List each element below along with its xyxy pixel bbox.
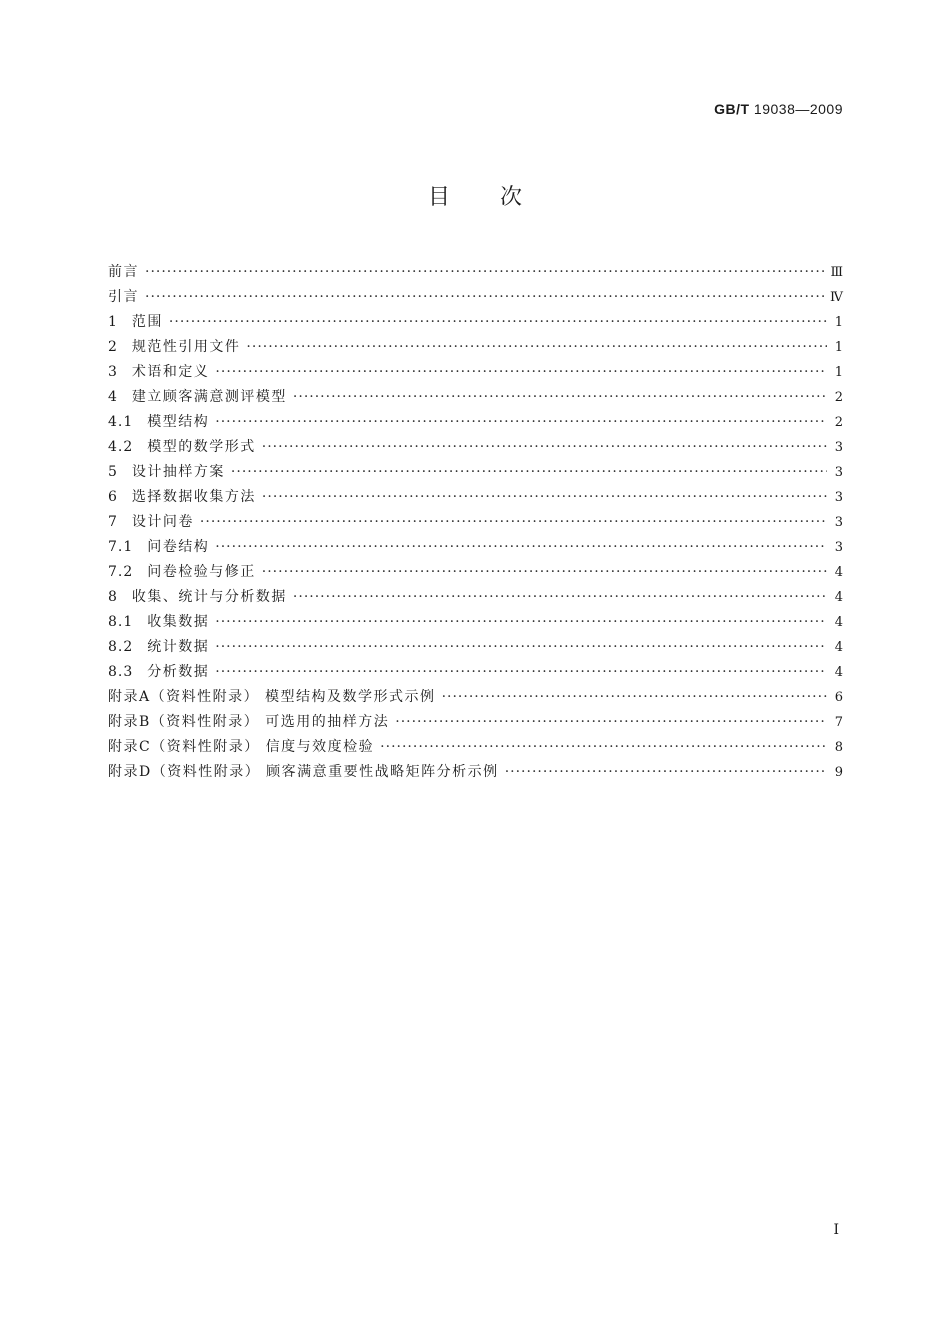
toc-entry[interactable] (108, 760, 843, 785)
toc-entry-page: 1 (834, 315, 843, 330)
toc-dot-leader (505, 760, 827, 785)
table-of-contents (108, 260, 843, 785)
standard-code (714, 101, 843, 117)
toc-entry-page: 3 (834, 465, 843, 480)
toc-entry-label: 问卷结构 (147, 539, 210, 555)
toc-entry[interactable] (108, 585, 843, 610)
toc-entry-label: 收集、统计与分析数据 (131, 589, 287, 605)
toc-entry-label: 前言 (108, 264, 139, 280)
toc-dot-leader (169, 310, 827, 335)
toc-entry-number: 6 (108, 489, 118, 505)
toc-dot-leader (145, 285, 824, 310)
toc-entry-number: 4.1 (108, 414, 134, 430)
toc-entry-page: 4 (834, 640, 843, 655)
toc-entry[interactable] (108, 660, 843, 685)
toc-entry-label: 规范性引用文件 (131, 339, 241, 355)
toc-dot-leader (215, 410, 827, 435)
toc-dot-leader (262, 485, 827, 510)
toc-dot-leader (145, 260, 824, 285)
toc-entry-label: 模型结构 (147, 414, 210, 430)
toc-entry-number: 4.2 (108, 439, 134, 455)
toc-entry[interactable] (108, 460, 843, 485)
toc-entry-page: 4 (834, 615, 843, 630)
toc-dot-leader (293, 385, 827, 410)
toc-dot-leader (246, 335, 827, 360)
toc-dot-leader (215, 360, 827, 385)
toc-entry[interactable] (108, 385, 843, 410)
toc-dot-leader (200, 510, 827, 535)
toc-entry-number: 8.1 (108, 614, 134, 630)
toc-dot-leader (215, 610, 827, 635)
toc-entry-label: 术语和定义 (131, 364, 210, 380)
standard-prefix: GB/T (714, 101, 750, 117)
toc-entry[interactable] (108, 535, 843, 560)
toc-entry-number: 2 (108, 339, 118, 355)
toc-entry-label: 附录B（资料性附录） 可选用的抽样方法 (108, 714, 390, 730)
toc-entry-page: 2 (834, 390, 843, 405)
toc-entry-page: 2 (834, 415, 843, 430)
toc-dot-leader (380, 735, 827, 760)
toc-dot-leader (293, 585, 827, 610)
standard-number: 19038—2009 (753, 101, 843, 117)
toc-entry-page: 6 (834, 690, 843, 705)
toc-entry-page: 1 (834, 365, 843, 380)
toc-entry-page: 1 (834, 340, 843, 355)
toc-entry-number: 7 (108, 514, 118, 530)
toc-entry-number: 1 (108, 314, 118, 330)
toc-entry-label: 分析数据 (147, 664, 210, 680)
toc-entry-label: 附录C（资料性附录） 信度与效度检验 (108, 739, 375, 755)
toc-entry-page: 7 (834, 715, 843, 730)
toc-dot-leader (215, 635, 827, 660)
toc-entry-label: 建立顾客满意测评模型 (131, 389, 287, 405)
toc-entry-number: 4 (108, 389, 118, 405)
toc-entry-page: Ⅳ (830, 290, 843, 305)
toc-entry-label: 附录D（资料性附录） 顾客满意重要性战略矩阵分析示例 (108, 764, 499, 780)
toc-entry[interactable] (108, 310, 843, 335)
toc-entry[interactable] (108, 560, 843, 585)
toc-entry-number: 8 (108, 589, 118, 605)
toc-entry-page: 9 (834, 765, 843, 780)
toc-dot-leader (231, 460, 827, 485)
toc-entry-page: 4 (834, 565, 843, 580)
toc-entry[interactable] (108, 635, 843, 660)
toc-entry-label: 设计抽样方案 (131, 464, 225, 480)
toc-entry[interactable] (108, 335, 843, 360)
toc-entry[interactable] (108, 485, 843, 510)
toc-entry-number: 5 (108, 464, 118, 480)
toc-entry-label: 选择数据收集方法 (131, 489, 256, 505)
toc-entry-label: 引言 (108, 289, 139, 305)
toc-entry[interactable] (108, 685, 843, 710)
toc-dot-leader (262, 560, 827, 585)
page-number: I (833, 1222, 839, 1238)
toc-entry-label: 范围 (131, 314, 163, 330)
page-title (0, 180, 950, 211)
toc-entry-page: 3 (834, 540, 843, 555)
toc-entry[interactable] (108, 410, 843, 435)
toc-entry-page: 3 (834, 440, 843, 455)
toc-entry-page: 8 (834, 740, 843, 755)
toc-entry-label: 附录A（资料性附录） 模型结构及数学形式示例 (108, 689, 436, 705)
toc-entry-number: 7.2 (108, 564, 134, 580)
toc-entry[interactable] (108, 285, 843, 310)
toc-entry[interactable] (108, 735, 843, 760)
title-char-1: 目 (427, 185, 450, 210)
toc-dot-leader (442, 685, 827, 710)
toc-entry-page: 4 (834, 665, 843, 680)
toc-entry[interactable] (108, 435, 843, 460)
toc-entry-page: 3 (834, 490, 843, 505)
toc-entry[interactable] (108, 710, 843, 735)
toc-entry-number: 7.1 (108, 539, 134, 555)
toc-entry-page: Ⅲ (830, 265, 843, 280)
toc-entry-page: 3 (834, 515, 843, 530)
toc-entry-label: 模型的数学形式 (147, 439, 256, 455)
toc-entry[interactable] (108, 360, 843, 385)
toc-dot-leader (215, 660, 827, 685)
toc-dot-leader (262, 435, 827, 460)
toc-entry[interactable] (108, 510, 843, 535)
toc-entry[interactable] (108, 610, 843, 635)
toc-entry-page: 4 (834, 590, 843, 605)
toc-dot-leader (395, 710, 827, 735)
title-char-2: 次 (500, 185, 523, 210)
toc-entry-label: 问卷检验与修正 (147, 564, 256, 580)
toc-entry-number: 3 (108, 364, 118, 380)
toc-entry-label: 设计问卷 (131, 514, 194, 530)
toc-dot-leader (215, 535, 827, 560)
toc-entry-label: 收集数据 (147, 614, 210, 630)
toc-entry-number: 8.2 (108, 639, 134, 655)
toc-entry-number: 8.3 (108, 664, 134, 680)
toc-entry-label: 统计数据 (147, 639, 210, 655)
toc-entry[interactable] (108, 260, 843, 285)
